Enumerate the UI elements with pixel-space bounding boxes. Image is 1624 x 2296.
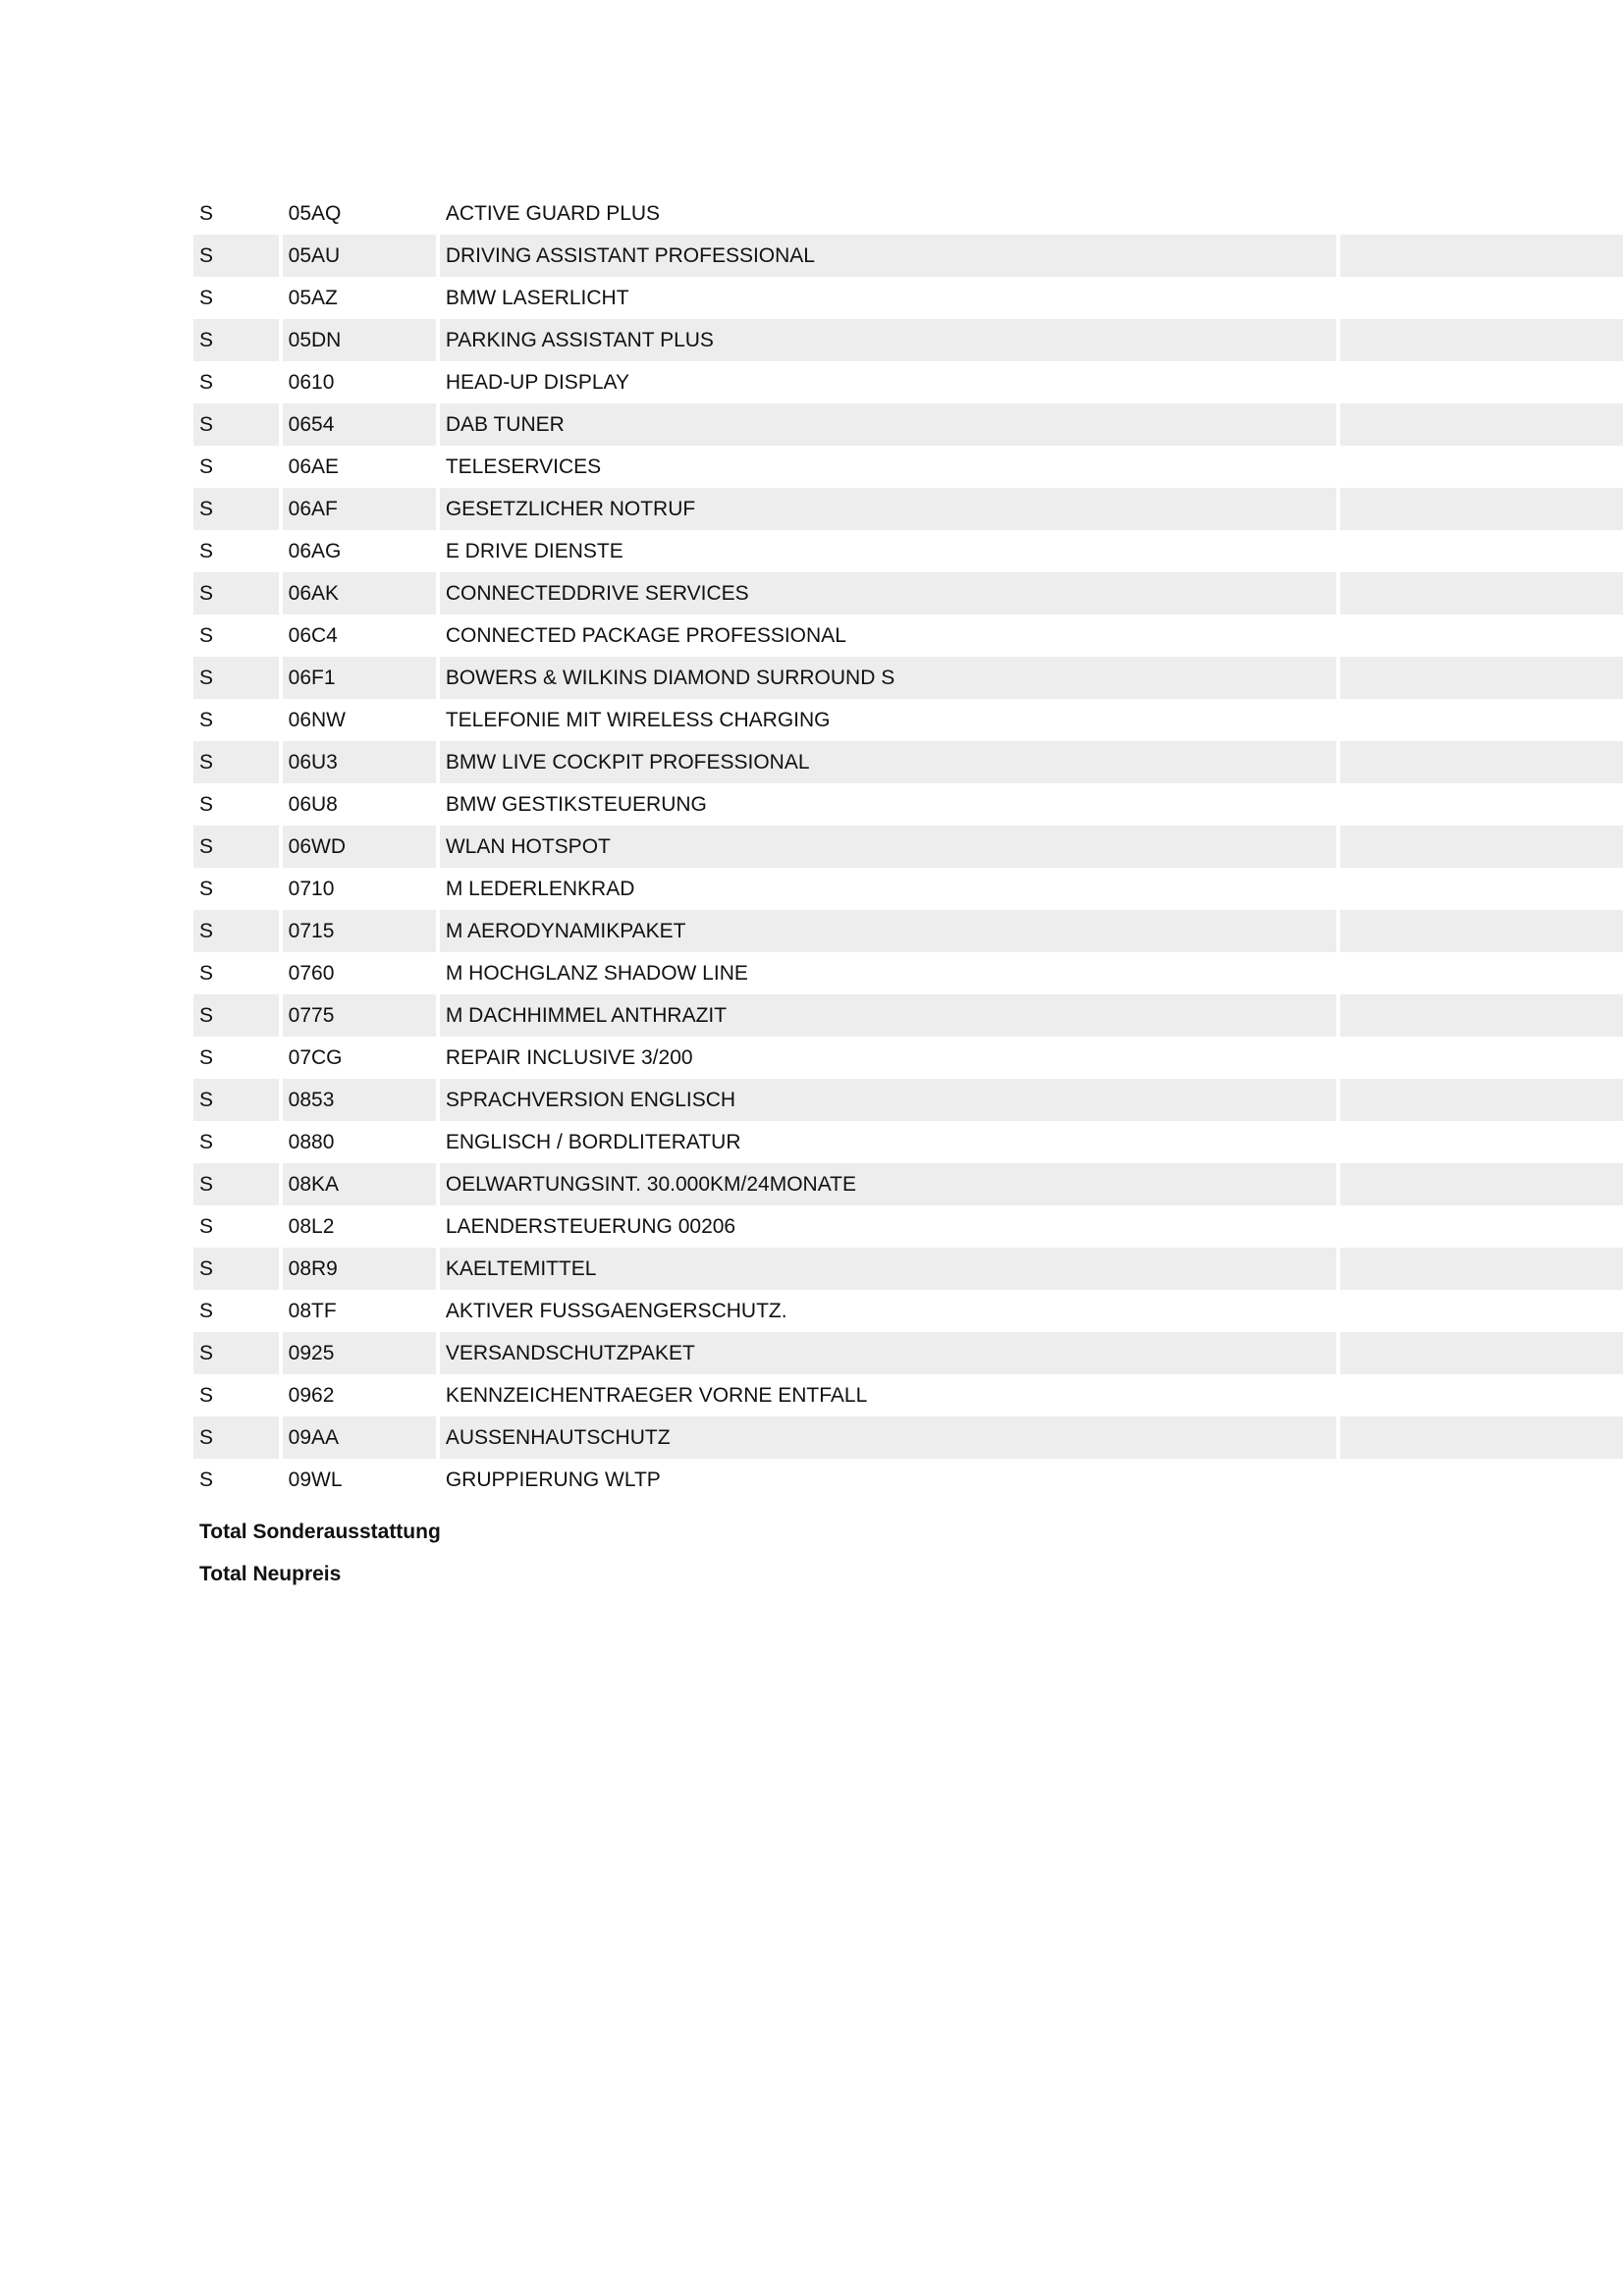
option-price-cell [1340, 994, 1623, 1037]
option-description-cell: DAB TUNER [440, 403, 1336, 446]
option-code-cell: 08TF [288, 1300, 337, 1322]
table-row [193, 741, 1623, 783]
option-code-cell: 05DN [283, 319, 436, 361]
option-type-cell: S [193, 657, 279, 699]
option-type-cell: S [199, 624, 214, 647]
option-price-cell [1340, 1332, 1623, 1374]
option-type-cell: S [199, 1215, 214, 1238]
table-row [193, 783, 1623, 826]
option-code-cell: 07CG [288, 1046, 343, 1069]
table-row [193, 868, 1623, 910]
option-description-cell: GESETZLICHER NOTRUF [440, 488, 1336, 530]
option-description-cell: AUSSENHAUTSCHUTZ [440, 1416, 1336, 1459]
table-row [193, 1459, 1623, 1501]
option-type-cell: S [199, 1131, 214, 1153]
table-row [193, 952, 1623, 994]
table-row [193, 1121, 1623, 1163]
options-sheet [193, 192, 1623, 1595]
table-row [193, 235, 1623, 277]
option-description-cell: WLAN HOTSPOT [440, 826, 1336, 868]
total-neupreis-label: Total Neupreis [199, 1563, 342, 1585]
totals-section [193, 1511, 1623, 1595]
option-description-cell: SPRACHVERSION ENGLISCH [440, 1079, 1336, 1121]
option-type-cell: S [193, 910, 279, 952]
option-code-cell: 0962 [288, 1384, 335, 1407]
option-code-cell: 06WD [283, 826, 436, 868]
option-type-cell: S [193, 572, 279, 614]
option-type-cell: S [193, 1416, 279, 1459]
option-type-cell: S [199, 1046, 214, 1069]
option-price-cell [1340, 235, 1623, 277]
table-row [193, 1332, 1623, 1374]
option-description-cell: BMW GESTIKSTEUERUNG [445, 793, 707, 816]
table-row [193, 446, 1623, 488]
option-description-cell: REPAIR INCLUSIVE 3/200 [445, 1046, 693, 1069]
table-row [193, 657, 1623, 699]
option-code-cell: 0880 [288, 1131, 335, 1153]
option-price-cell [1340, 868, 1623, 910]
option-type-cell: S [199, 371, 214, 394]
option-description-cell: AKTIVER FUSSGAENGERSCHUTZ. [445, 1300, 787, 1322]
option-description-cell: CONNECTED PACKAGE PROFESSIONAL [445, 624, 846, 647]
option-description-cell: BMW LIVE COCKPIT PROFESSIONAL [440, 741, 1336, 783]
table-row [193, 1079, 1623, 1121]
option-description-cell: OELWARTUNGSINT. 30.000KM/24MONATE [440, 1163, 1336, 1205]
option-code-cell: 0925 [283, 1332, 436, 1374]
table-row [193, 910, 1623, 952]
option-description-cell: PARKING ASSISTANT PLUS [440, 319, 1336, 361]
option-code-cell: 05AU [283, 235, 436, 277]
option-price-cell [1340, 699, 1623, 741]
table-row [193, 1290, 1623, 1332]
option-description-cell: BMW LASERLICHT [445, 287, 629, 309]
table-row [193, 1248, 1623, 1290]
option-code-cell: 06AE [288, 455, 340, 478]
option-price-cell [1340, 910, 1623, 952]
option-price-cell [1340, 1290, 1623, 1332]
option-description-cell: M DACHHIMMEL ANTHRAZIT [440, 994, 1336, 1037]
option-code-cell: 08L2 [288, 1215, 335, 1238]
option-code-cell: 0853 [283, 1079, 436, 1121]
option-price-cell [1340, 1416, 1623, 1459]
option-description-cell: VERSANDSCHUTZPAKET [440, 1332, 1336, 1374]
option-price-cell [1340, 741, 1623, 783]
option-price-cell [1340, 614, 1623, 657]
table-row [193, 192, 1623, 235]
table-row [193, 614, 1623, 657]
option-description-cell: M HOCHGLANZ SHADOW LINE [445, 962, 748, 985]
option-type-cell: S [199, 1384, 214, 1407]
option-type-cell: S [199, 878, 214, 900]
option-type-cell: S [193, 994, 279, 1037]
option-type-cell: S [199, 709, 214, 731]
option-type-cell: S [199, 540, 214, 562]
option-description-cell: GRUPPIERUNG WLTP [445, 1468, 661, 1491]
option-code-cell: 06U3 [283, 741, 436, 783]
option-type-cell: S [199, 202, 214, 225]
table-row [193, 530, 1623, 572]
table-row [193, 488, 1623, 530]
table-row [193, 699, 1623, 741]
option-description-cell: TELEFONIE MIT WIRELESS CHARGING [445, 709, 831, 731]
options-table-body [193, 192, 1623, 1501]
option-code-cell: 09AA [283, 1416, 436, 1459]
option-description-cell: BOWERS & WILKINS DIAMOND SURROUND S [440, 657, 1336, 699]
option-type-cell: S [193, 319, 279, 361]
option-code-cell: 0610 [288, 371, 335, 394]
option-type-cell: S [199, 793, 214, 816]
options-table [189, 192, 1624, 1501]
option-price-cell [1340, 952, 1623, 994]
option-price-cell [1340, 446, 1623, 488]
option-description-cell: DRIVING ASSISTANT PROFESSIONAL [440, 235, 1336, 277]
option-description-cell: E DRIVE DIENSTE [445, 540, 623, 562]
option-description-cell: ENGLISCH / BORDLITERATUR [445, 1131, 741, 1153]
option-code-cell: 0654 [283, 403, 436, 446]
table-row [193, 1416, 1623, 1459]
option-type-cell: S [193, 826, 279, 868]
table-row [193, 1374, 1623, 1416]
option-price-cell [1340, 1248, 1623, 1290]
option-type-cell: S [193, 235, 279, 277]
option-code-cell: 05AQ [288, 202, 342, 225]
table-row [193, 1037, 1623, 1079]
option-type-cell: S [193, 1332, 279, 1374]
option-code-cell: 0775 [283, 994, 436, 1037]
option-code-cell: 08KA [283, 1163, 436, 1205]
option-code-cell: 08R9 [283, 1248, 436, 1290]
option-type-cell: S [193, 741, 279, 783]
option-code-cell: 06NW [288, 709, 347, 731]
option-code-cell: 0760 [288, 962, 335, 985]
option-type-cell: S [193, 1079, 279, 1121]
option-code-cell: 0715 [283, 910, 436, 952]
option-price-cell [1340, 572, 1623, 614]
option-price-cell [1340, 277, 1623, 319]
option-price-cell [1340, 1459, 1623, 1501]
option-price-cell [1340, 1374, 1623, 1416]
table-row [193, 1163, 1623, 1205]
option-price-cell [1340, 1121, 1623, 1163]
option-code-cell: 09WL [288, 1468, 343, 1491]
option-description-cell: M LEDERLENKRAD [445, 878, 635, 900]
option-description-cell: ACTIVE GUARD PLUS [445, 202, 661, 225]
option-code-cell: 06U8 [288, 793, 338, 816]
option-type-cell: S [199, 1468, 214, 1491]
option-type-cell: S [199, 455, 214, 478]
option-code-cell: 06F1 [283, 657, 436, 699]
option-type-cell: S [193, 403, 279, 446]
option-price-cell [1340, 530, 1623, 572]
option-price-cell [1340, 1079, 1623, 1121]
option-price-cell [1340, 1163, 1623, 1205]
option-type-cell: S [193, 1163, 279, 1205]
option-price-cell [1340, 192, 1623, 235]
table-row [193, 403, 1623, 446]
option-price-cell [1340, 319, 1623, 361]
option-description-cell: TELESERVICES [445, 455, 602, 478]
option-price-cell [1340, 657, 1623, 699]
table-row [193, 319, 1623, 361]
option-description-cell: KAELTEMITTEL [440, 1248, 1336, 1290]
option-code-cell: 06AG [288, 540, 342, 562]
option-type-cell: S [193, 1248, 279, 1290]
table-row [193, 826, 1623, 868]
option-price-cell [1340, 488, 1623, 530]
option-price-cell [1340, 1037, 1623, 1079]
table-row [193, 277, 1623, 319]
table-row [193, 572, 1623, 614]
option-price-cell [1340, 826, 1623, 868]
option-code-cell: 06AF [283, 488, 436, 530]
option-code-cell: 0710 [288, 878, 335, 900]
option-price-cell [1340, 403, 1623, 446]
option-type-cell: S [199, 962, 214, 985]
option-description-cell: M AERODYNAMIKPAKET [440, 910, 1336, 952]
option-price-cell [1340, 783, 1623, 826]
option-code-cell: 06AK [283, 572, 436, 614]
option-price-cell [1340, 361, 1623, 403]
total-sonderausstattung-label: Total Sonderausstattung [199, 1521, 441, 1543]
option-code-cell: 05AZ [288, 287, 338, 309]
table-row [193, 1205, 1623, 1248]
option-description-cell: LAENDERSTEUERUNG 00206 [445, 1215, 736, 1238]
option-description-cell: HEAD-UP DISPLAY [445, 371, 629, 394]
option-type-cell: S [193, 488, 279, 530]
table-row [193, 994, 1623, 1037]
table-row [193, 361, 1623, 403]
option-type-cell: S [199, 287, 214, 309]
option-price-cell [1340, 1205, 1623, 1248]
option-code-cell: 06C4 [288, 624, 338, 647]
option-description-cell: CONNECTEDDRIVE SERVICES [440, 572, 1336, 614]
option-type-cell: S [199, 1300, 214, 1322]
option-description-cell: KENNZEICHENTRAEGER VORNE ENTFALL [445, 1384, 868, 1407]
